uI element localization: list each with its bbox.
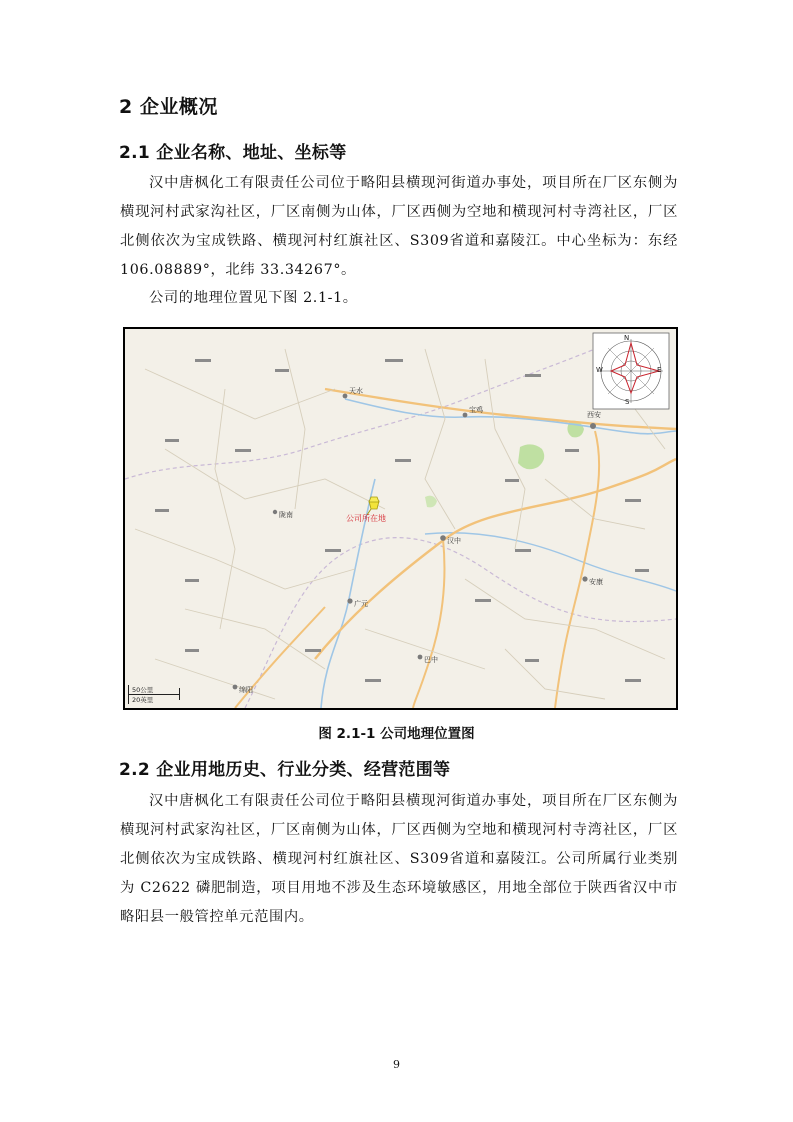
paragraph-figure-ref: 公司的地理位置见下图 2.1-1。 <box>149 290 358 306</box>
compass-north-label: N <box>624 334 630 342</box>
city-label: 陇南 <box>279 511 293 519</box>
city-label: 天水 <box>349 387 363 395</box>
scale-bottom-label: 20英里 <box>132 696 154 704</box>
compass-south-label: S <box>625 398 630 406</box>
compass-west-label: W <box>596 366 603 374</box>
paragraph-land-history: 汉中唐枫化工有限责任公司位于略阳县横现河街道办事处，项目所在厂区东侧为横现河村武家沟社区，厂区南侧为山体，厂区西侧为空地和横现河村寺湾社区，厂区北侧依次为宝成铁路、横现河村红旗社区、S309省道和嘉陵江。公司所属行业类别为 C2622 磷肥制造，项目用地不涉及生态环境敏感区，用地全部位于陕西省汉中市略阳县一般管控单元范围内。 <box>120 793 678 925</box>
figure-caption: 图 2.1-1 公司地理位置图 <box>318 726 475 742</box>
city-label: 汉中 <box>447 537 461 545</box>
city-label: 宝鸡 <box>469 406 483 414</box>
subsection-heading-2-1: 2.1 企业名称、地址、坐标等 <box>119 143 347 163</box>
paragraph-location: 汉中唐枫化工有限责任公司位于略阳县横现河街道办事处，项目所在厂区东侧为横现河村武家沟社区，厂区南侧为山体，厂区西侧为空地和横现河村寺湾社区，厂区北侧依次为宝成铁路、横现河村红旗社区、S309省道和嘉陵江。中心坐标为：东经 106.08889°，北纬 33.34267°。 <box>120 175 678 278</box>
page-number: 9 <box>393 1058 400 1071</box>
city-label: 西安 <box>587 411 601 419</box>
scale-top-label: 50公里 <box>132 686 154 694</box>
section-heading: 2 企业概况 <box>119 96 218 118</box>
city-label: 广元 <box>354 600 368 608</box>
scale-bar <box>128 685 183 704</box>
city-label: 巴中 <box>424 656 438 664</box>
city-label: 安康 <box>589 578 603 586</box>
subsection-heading-2-2: 2.2 企业用地历史、行业分类、经营范围等 <box>119 760 451 780</box>
city-label: 绵阳 <box>239 686 253 694</box>
marker-label: 公司所在地 <box>346 514 386 523</box>
compass-east-label: E <box>657 366 662 374</box>
location-map <box>123 327 678 710</box>
